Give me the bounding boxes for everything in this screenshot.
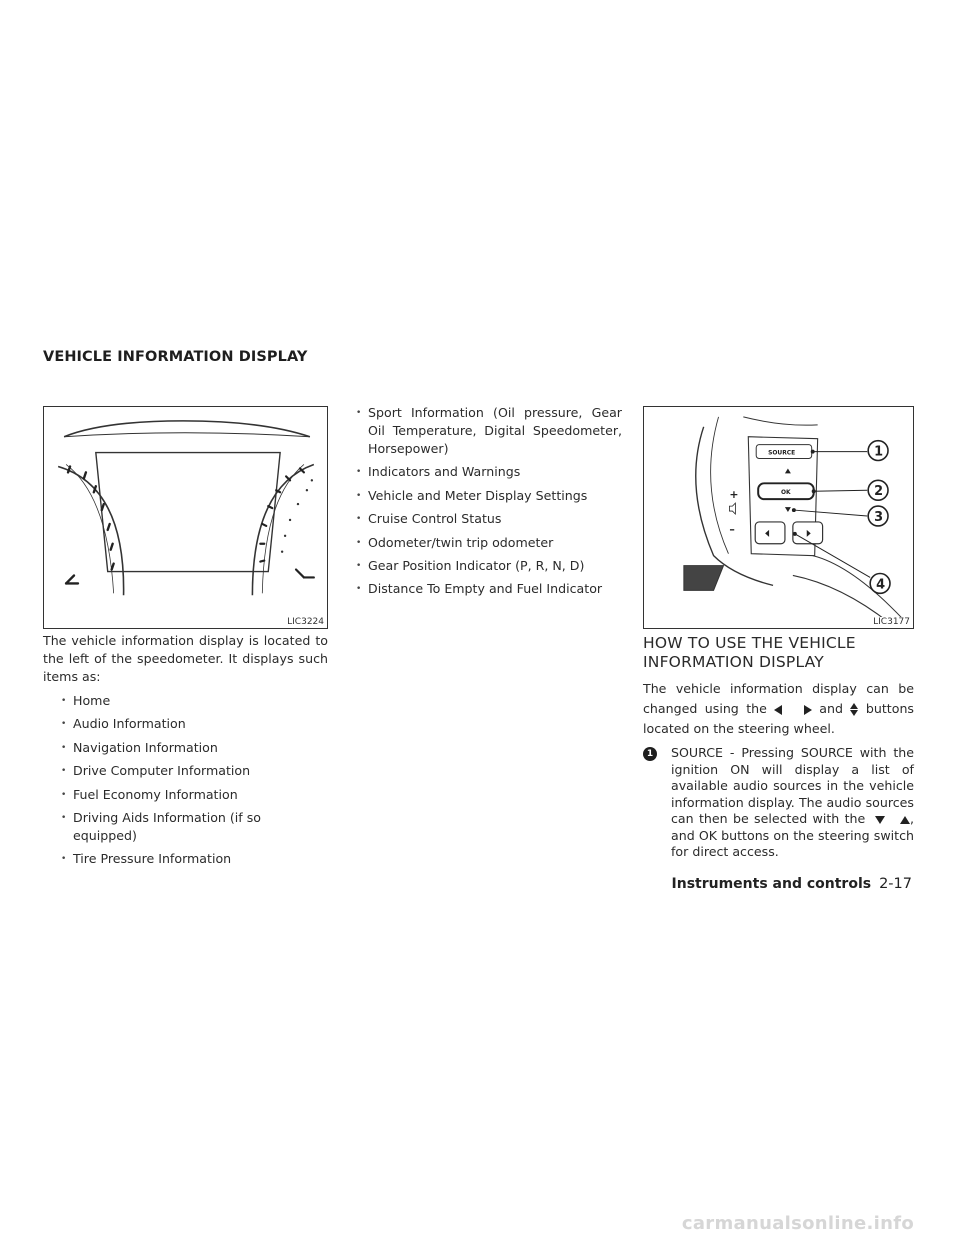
down-arrow-icon [875, 816, 885, 824]
footer-section: Instruments and controls [671, 876, 872, 892]
right-arrow-icon [804, 705, 812, 715]
list-item: • Fuel Economy Information [57, 786, 328, 804]
list-item: • Indicators and Warnings [352, 463, 622, 481]
up-arrow-icon [900, 816, 910, 824]
howto-text-2: buttons located on the steering wheel. [643, 701, 914, 736]
source-item: 1 SOURCE - Pressing SOURCE with the ignition ON will display a list of available audio sources in the vehicle information display. The audio sources can then be selected with the , and OK buttons on the steering switch for direct access. [643, 745, 914, 861]
source-text-2: and OK buttons on the steering switch for direct access. [671, 827, 914, 859]
steering-switch-illustration [643, 406, 914, 629]
cluster-drawing [44, 407, 327, 628]
section-title: VEHICLE INFORMATION DISPLAY [43, 349, 308, 365]
intro-paragraph: The vehicle information display is located to the left of the speedometer. It displays such items as: [43, 633, 328, 684]
howto-heading-line1: HOW TO USE THE VEHICLE [643, 634, 856, 652]
list-item: • Cruise Control Status [352, 510, 622, 528]
up-down-arrow-icon [850, 703, 858, 716]
steering-switch-drawing [644, 407, 913, 628]
svg-text:4: 4 [876, 577, 886, 593]
howto-heading-line2: INFORMATION DISPLAY [643, 653, 824, 671]
plus-label: + [729, 488, 739, 502]
left-arrow-icon [774, 705, 782, 715]
left-column [43, 632, 328, 874]
howto-paragraph [643, 679, 914, 739]
minus-label: – [729, 522, 735, 536]
callout-2 [868, 480, 888, 500]
list-item: • Odometer/twin trip odometer [352, 534, 622, 552]
svg-text:2: 2 [874, 484, 884, 500]
list-item: • Navigation Information [57, 739, 328, 757]
list-item: • Audio Information [57, 715, 328, 733]
page-number: 2-17 [879, 876, 912, 892]
list-item: • Vehicle and Meter Display Settings [352, 487, 622, 505]
figure-code-right: LIC3177 [873, 617, 910, 627]
callout-1 [868, 441, 888, 461]
cluster-illustration [43, 406, 328, 629]
page-footer [672, 876, 912, 892]
list-item: • Sport Information (Oil pressure, Gear Oil Temperature, Digital Speedometer, Horsepower) [352, 404, 622, 458]
display-items-list-1 [43, 692, 328, 868]
list-item: • Gear Position Indicator (P, R, N, D) [352, 557, 622, 575]
howto-and: and [819, 701, 843, 716]
source-text-1: SOURCE - Pressing SOURCE with the ignition ON will display a list of available audio sources in the vehicle information display. The audio sources can then be selected with the [671, 745, 914, 826]
list-item: • Distance To Empty and Fuel Indicator [352, 580, 622, 598]
callout-3 [868, 506, 888, 526]
list-item: • Driving Aids Information (if so equipped) [57, 809, 328, 845]
callout-number-badge: 1 [643, 747, 657, 761]
howto-heading [643, 634, 914, 672]
figure-code-left: LIC3224 [287, 617, 324, 627]
svg-text:3: 3 [874, 509, 884, 525]
list-item: • Home [57, 692, 328, 710]
display-items-list-2 [352, 404, 622, 598]
list-item: • Tire Pressure Information [57, 850, 328, 868]
list-item: • Drive Computer Information [57, 762, 328, 780]
howto-text-1: The vehicle information display can be changed using the [643, 681, 914, 716]
watermark: carmanualsonline.info [681, 1213, 914, 1234]
middle-column [352, 404, 622, 604]
svg-text:1: 1 [874, 444, 884, 460]
right-column [643, 634, 914, 861]
source-label: SOURCE [768, 449, 796, 457]
ok-label: OK [780, 489, 791, 497]
callout-4 [870, 573, 890, 593]
